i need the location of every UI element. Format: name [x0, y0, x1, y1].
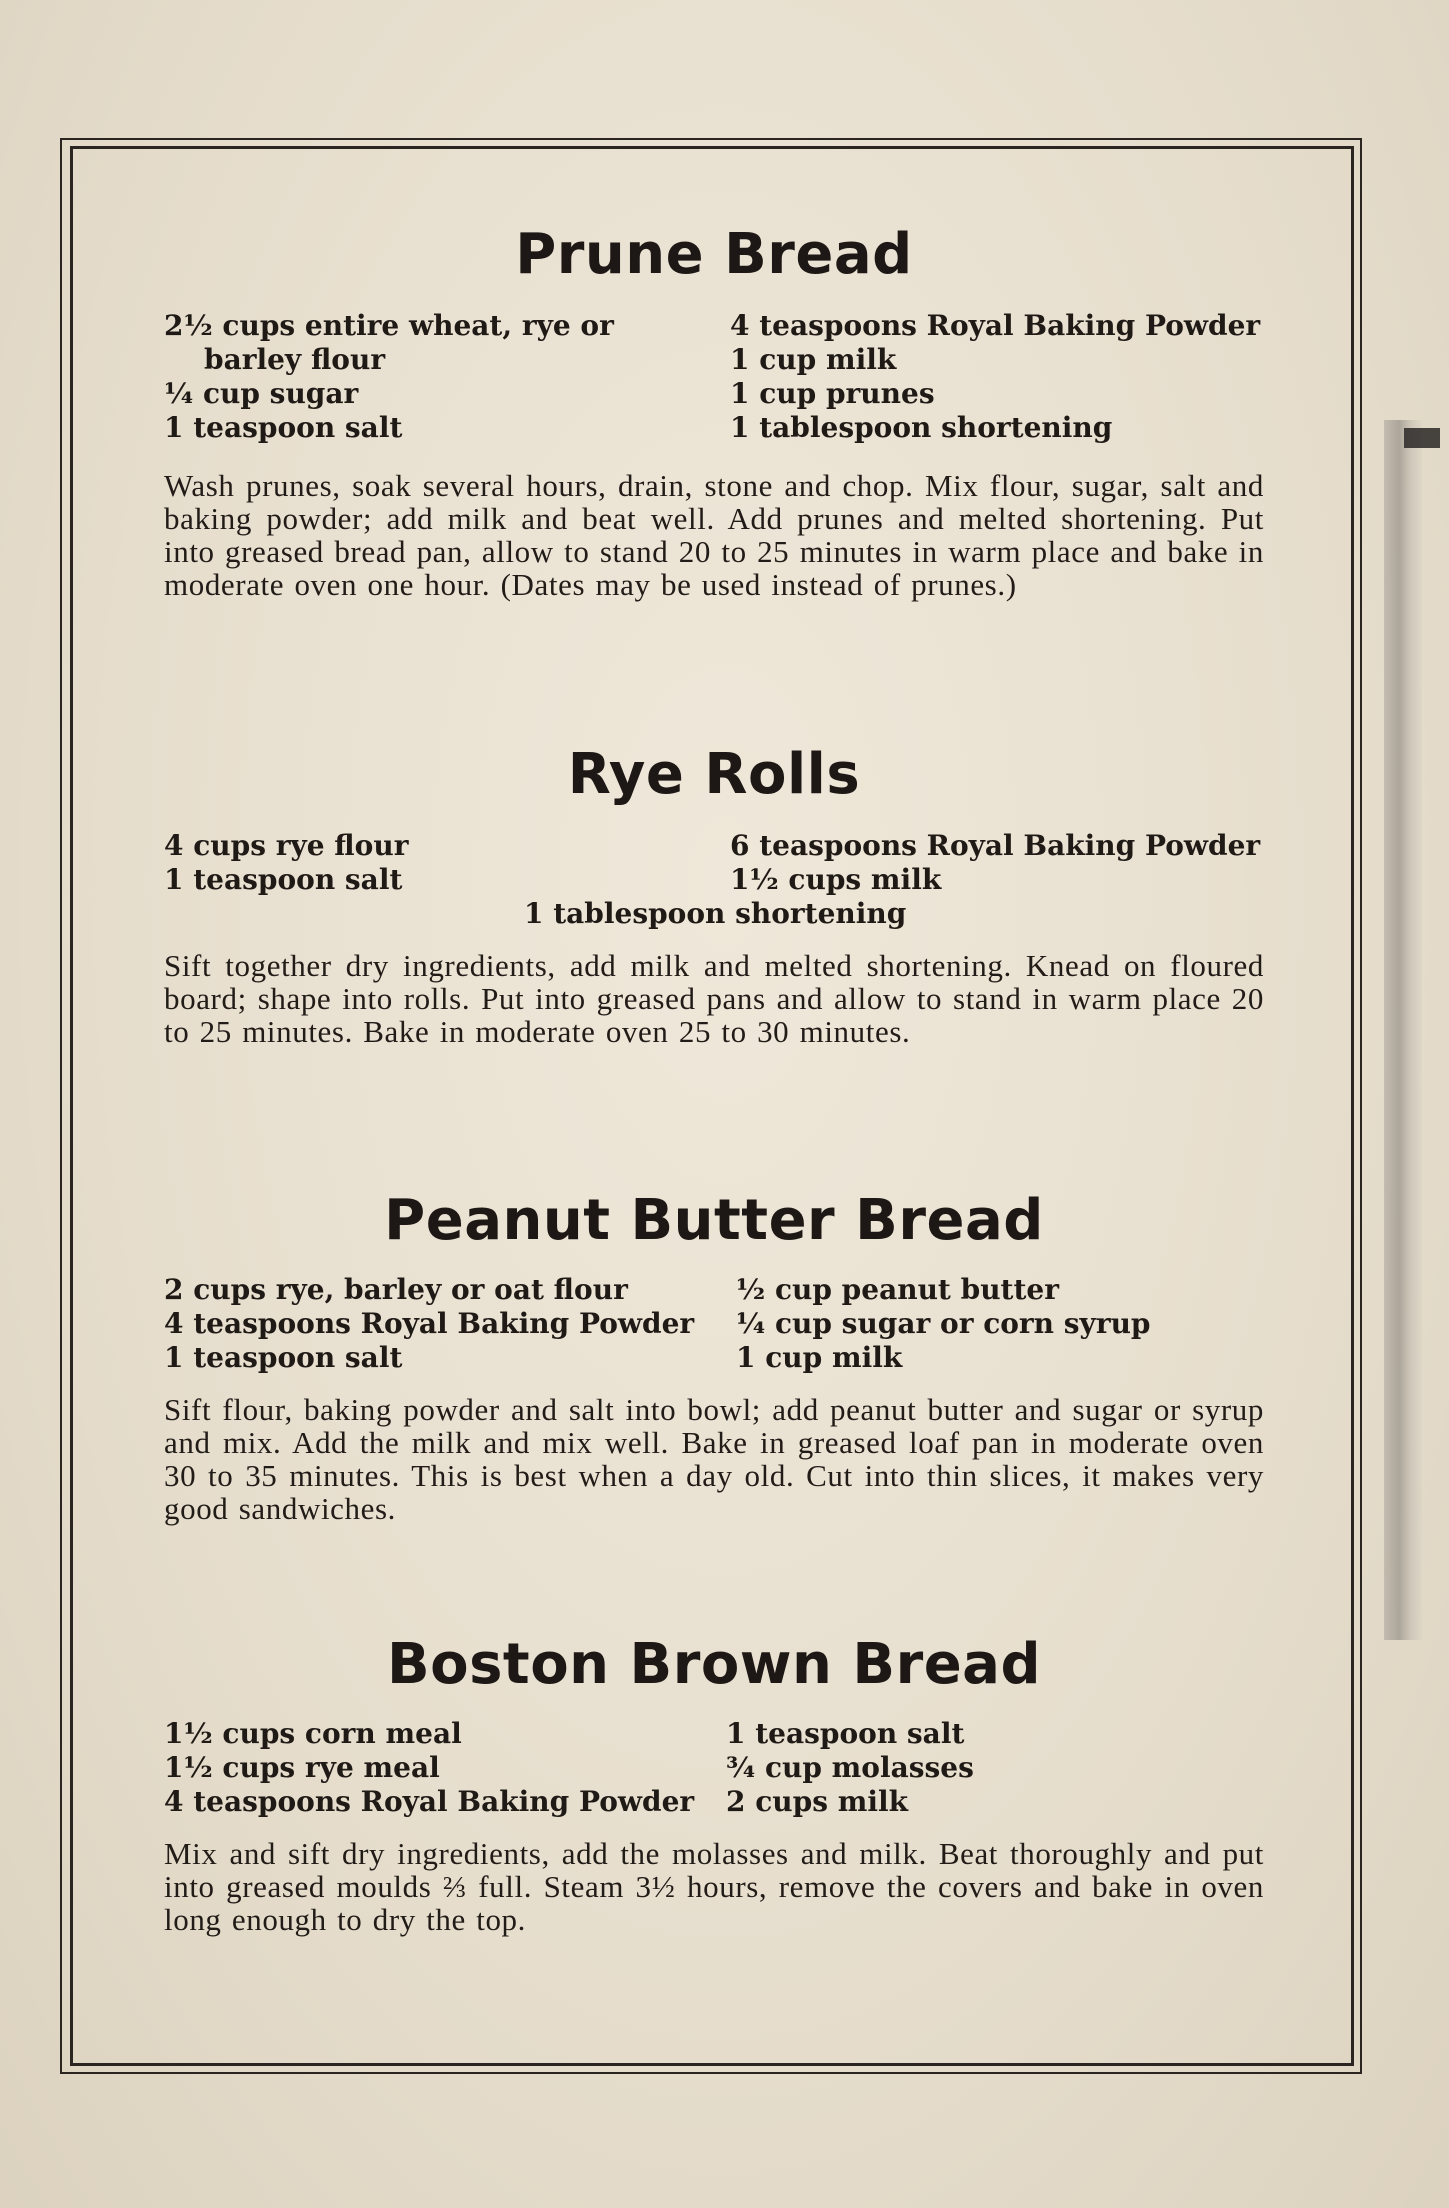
ingredient: 1½ cups rye meal: [164, 1751, 440, 1784]
ingredient-list: [164, 1717, 1264, 1821]
ingredient: 6 teaspoons Royal Baking Powder: [730, 829, 1261, 862]
ingredient-column-right: [730, 829, 1260, 897]
ingredient-list: [164, 309, 1264, 447]
ingredient: 1 teaspoon salt: [164, 1341, 403, 1374]
ingredient: ½ cup peanut butter: [736, 1273, 1059, 1306]
ingredient-column-left: [164, 1273, 694, 1375]
ingredient-column-right: [730, 309, 1260, 445]
binding-tab: [1404, 428, 1440, 448]
recipe-peanut-butter-bread: [164, 1188, 1264, 1525]
recipe-title: Boston Brown Bread: [386, 1632, 1042, 1697]
ingredient: 4 teaspoons Royal Baking Powder: [164, 1785, 695, 1818]
ingredient: 2½ cups entire wheat, rye or: [164, 309, 614, 342]
ingredient: 4 cups rye flour: [164, 829, 409, 862]
recipe-method: Sift flour, baking powder and salt into bowl; add peanut butter and sugar or syrup and mix. Add the milk and mix well. Bake in greased loaf pan in moderate oven 30 to 35 minutes. This is best when a day old. Cut into thin slices, it makes very good sandwiches.: [164, 1392, 1264, 1526]
ingredient: 1 tablespoon shortening: [524, 897, 907, 930]
ingredient: 1 teaspoon salt: [726, 1717, 965, 1750]
ingredient: 1 cup milk: [730, 343, 897, 376]
recipe-method: Wash prunes, soak several hours, drain, stone and chop. Mix flour, sugar, salt and baking powder; add milk and beat well. Add prunes and melted shortening. Put into greased bread pan, allow to stand 20 to 25 minutes in warm place and bake in moderate oven one hour. (Dates may be used instead of prunes.): [164, 468, 1264, 602]
ingredient-column-left: [164, 1717, 694, 1819]
ingredient-column-right: [726, 1717, 974, 1819]
ingredient: ¼ cup sugar or corn syrup: [736, 1307, 1151, 1340]
ingredient: 2 cups rye, barley or oat flour: [164, 1273, 628, 1306]
recipe-title: Peanut Butter Bread: [384, 1188, 1044, 1253]
recipe-method: Mix and sift dry ingredients, add the molasses and milk. Beat thoroughly and put into greased moulds ⅔ full. Steam 3½ hours, remove the covers and bake in oven long enough to dry the top.: [164, 1836, 1264, 1937]
ingredient-column-left: [164, 309, 614, 445]
ingredient-list: [164, 829, 1264, 933]
ingredient: 1½ cups milk: [730, 863, 942, 896]
binding-edge: [1384, 420, 1422, 1640]
recipe-method: Sift together dry ingredients, add milk and melted shortening. Knead on floured board; shape into rolls. Put into greased pans and allow to stand in warm place 20 to 25 minutes. Bake in moderate oven 25 to 30 minutes.: [164, 948, 1264, 1049]
ingredient-list: [164, 1273, 1264, 1377]
ingredient: 2 cups milk: [726, 1785, 909, 1818]
ingredient: 4 teaspoons Royal Baking Powder: [164, 1307, 695, 1340]
recipe-rye-rolls: [164, 742, 1264, 1048]
ingredient: ¼ cup sugar: [164, 377, 359, 410]
ingredient: 1½ cups corn meal: [164, 1717, 462, 1750]
recipe-title: Prune Bread: [515, 222, 913, 287]
ingredient: ¾ cup molasses: [726, 1751, 974, 1784]
ingredient: barley flour: [204, 343, 386, 376]
recipe-boston-brown-bread: [164, 1632, 1264, 1936]
ingredient: 1 tablespoon shortening: [730, 411, 1113, 444]
ingredient-column-right: [736, 1273, 1151, 1375]
ingredient: 1 cup milk: [736, 1341, 903, 1374]
ingredient-column-left: [164, 829, 408, 897]
ingredient: 4 teaspoons Royal Baking Powder: [730, 309, 1261, 342]
recipe-prune-bread: [164, 222, 1264, 601]
recipe-title: Rye Rolls: [567, 742, 861, 807]
ingredient: 1 cup prunes: [730, 377, 935, 410]
ingredient: 1 teaspoon salt: [164, 411, 403, 444]
ingredient: 1 teaspoon salt: [164, 863, 403, 896]
